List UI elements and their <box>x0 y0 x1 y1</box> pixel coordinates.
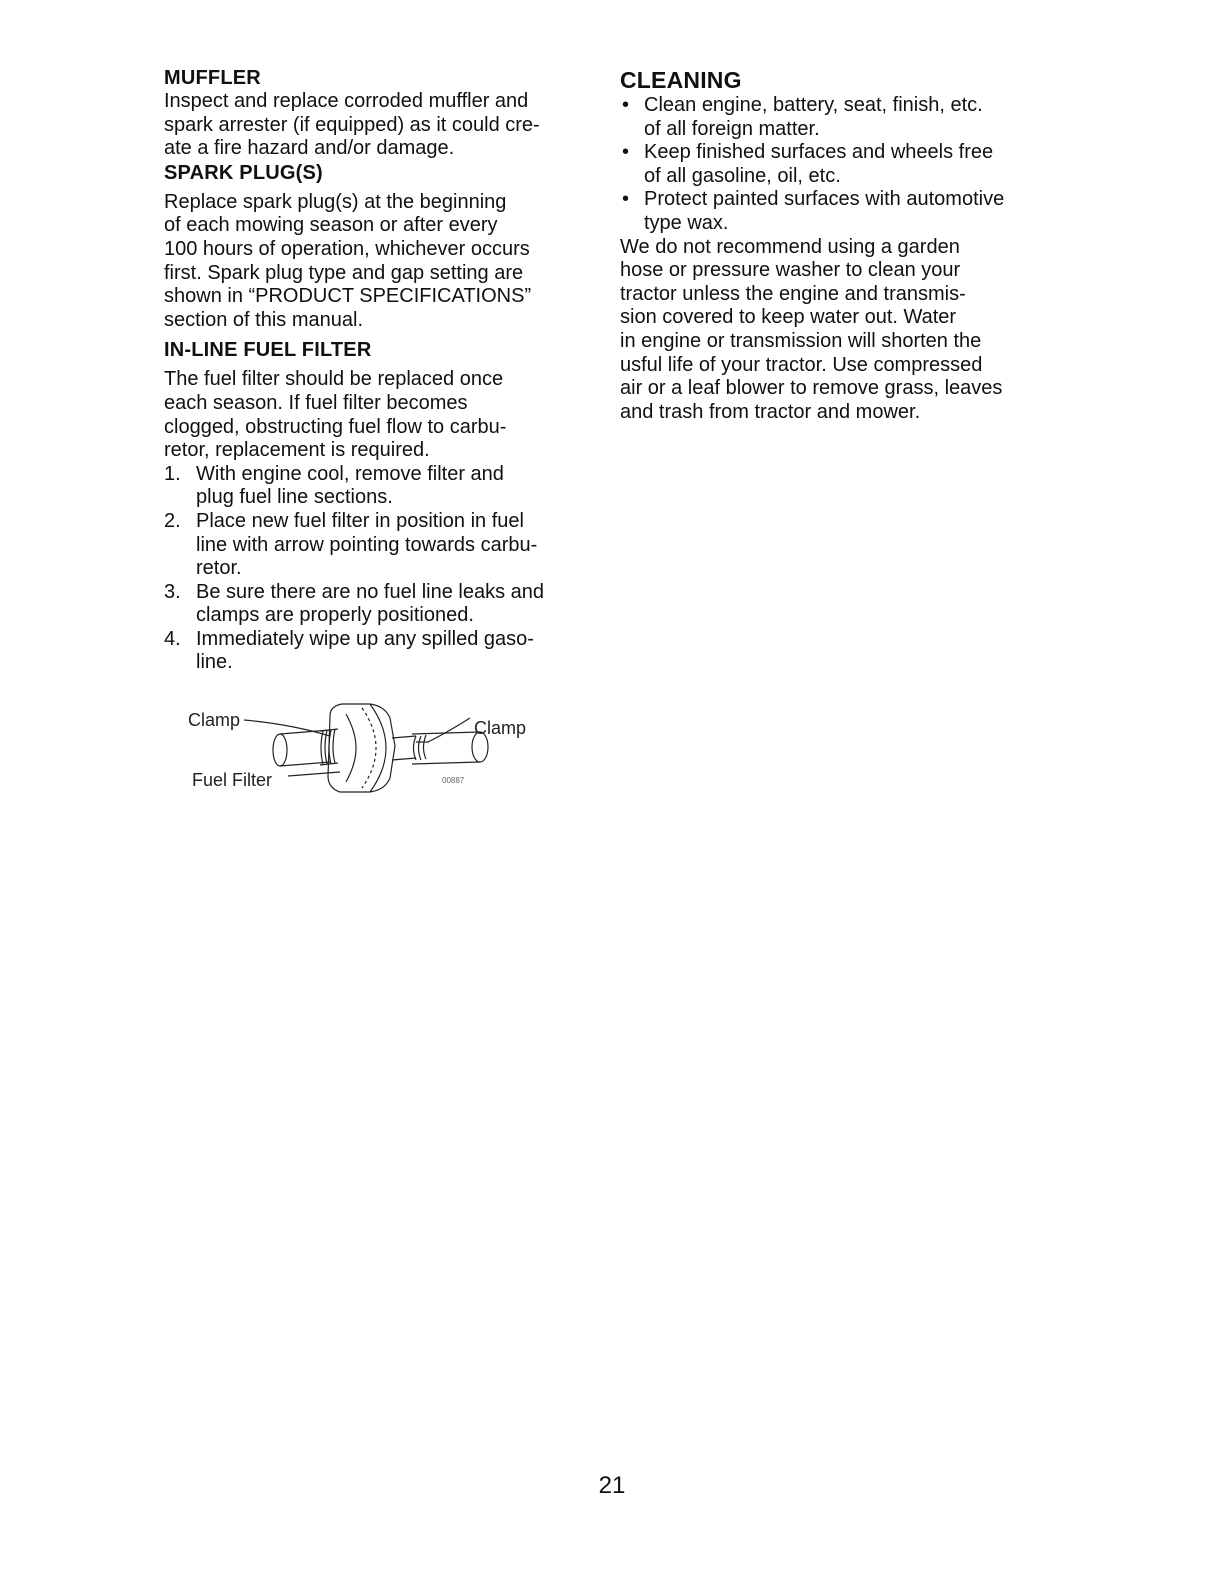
muffler-line: Inspect and replace corroded muffler and <box>164 90 529 112</box>
fuel-filter-steps <box>164 463 596 675</box>
bullet-line: Clean engine, battery, seat, finish, etc. <box>644 94 983 116</box>
right-column <box>620 66 1060 424</box>
clamp-left-label: Clamp <box>188 710 241 730</box>
step-line: line with arrow pointing towards carbu- <box>196 533 538 556</box>
spark-plugs-line: shown in “PRODUCT SPECIFICATIONS” <box>164 285 532 308</box>
cleaning-line: air or a leaf blower to remove grass, leaves <box>620 377 1003 400</box>
cleaning-heading: CLEANING <box>620 67 742 93</box>
muffler-text <box>164 90 596 161</box>
step-number: 3. <box>164 580 181 603</box>
spark-plugs-text <box>164 191 596 333</box>
fuel-filter-text <box>164 368 596 462</box>
step-line: line. <box>196 651 233 674</box>
bullet-icon: • <box>622 141 630 164</box>
step-line: clamps are properly positioned. <box>196 604 474 627</box>
step-line: With engine cool, remove filter and <box>196 462 504 485</box>
bullet-line: Protect painted surfaces with automotive <box>644 188 1005 211</box>
clamp-right-label: Clamp <box>474 718 527 738</box>
figure-code: 00887 <box>442 776 465 785</box>
muffler-line: spark arrester (if equipped) as it could cre- <box>164 113 540 136</box>
fuel-filter-diagram <box>180 698 560 808</box>
bullet-icon: • <box>622 188 630 211</box>
fuel-filter-line: each season. If fuel filter becomes <box>164 391 468 414</box>
bullet-line: Keep finished surfaces and wheels free <box>644 141 994 164</box>
list-item <box>620 188 1060 235</box>
list-item <box>164 628 596 675</box>
muffler-line: ate a fire hazard and/or damage. <box>164 137 455 160</box>
cleaning-bullets <box>620 94 1060 236</box>
cleaning-line: We do not recommend using a garden <box>620 235 960 258</box>
list-item <box>620 141 1060 188</box>
cleaning-line: usful life of your tractor. Use compressed <box>620 353 983 376</box>
fuel-filter-line: retor, replacement is required. <box>164 439 430 462</box>
bullet-line: type wax. <box>644 211 729 234</box>
muffler-heading: MUFFLER <box>164 67 261 89</box>
spark-plugs-line: first. Spark plug type and gap setting are <box>164 261 524 284</box>
list-item <box>164 510 596 581</box>
spark-plugs-heading: SPARK PLUG(S) <box>164 161 323 184</box>
bullet-line: of all gasoline, oil, etc. <box>644 164 841 187</box>
step-number: 1. <box>164 462 181 485</box>
spark-plugs-line: section of this manual. <box>164 308 363 331</box>
spark-plugs-line: Replace spark plug(s) at the beginning <box>164 190 507 213</box>
step-number: 2. <box>164 509 181 532</box>
list-item <box>164 463 596 510</box>
cleaning-line: tractor unless the engine and transmis- <box>620 282 966 305</box>
cleaning-line: and trash from tractor and mower. <box>620 400 921 423</box>
step-line: retor. <box>196 557 242 580</box>
cleaning-text <box>620 236 1060 425</box>
cleaning-line: hose or pressure washer to clean your <box>620 259 961 282</box>
fuel-filter-heading: IN-LINE FUEL FILTER <box>164 339 372 362</box>
step-number: 4. <box>164 627 181 650</box>
list-item <box>164 581 596 628</box>
step-line: Place new fuel filter in position in fuel <box>196 509 524 532</box>
fuel-filter-line: The fuel filter should be replaced once <box>164 368 504 391</box>
list-item <box>620 94 1060 141</box>
spark-plugs-line: of each mowing season or after every <box>164 214 498 237</box>
step-line: Be sure there are no fuel line leaks and <box>196 580 544 603</box>
step-line: Immediately wipe up any spilled gaso- <box>196 627 534 650</box>
page-number: 21 <box>598 1472 626 1499</box>
fuel-filter-line: clogged, obstructing fuel flow to carbu- <box>164 415 507 438</box>
spark-plugs-line: 100 hours of operation, whichever occurs <box>164 237 530 260</box>
cleaning-line: in engine or transmission will shorten the <box>620 329 982 352</box>
left-column <box>164 66 596 675</box>
bullet-line: of all foreign matter. <box>644 117 820 140</box>
step-line: plug fuel line sections. <box>196 486 393 509</box>
fuel-filter-label: Fuel Filter <box>192 770 273 790</box>
bullet-icon: • <box>622 94 630 116</box>
cleaning-line: sion covered to keep water out. Water <box>620 306 957 329</box>
